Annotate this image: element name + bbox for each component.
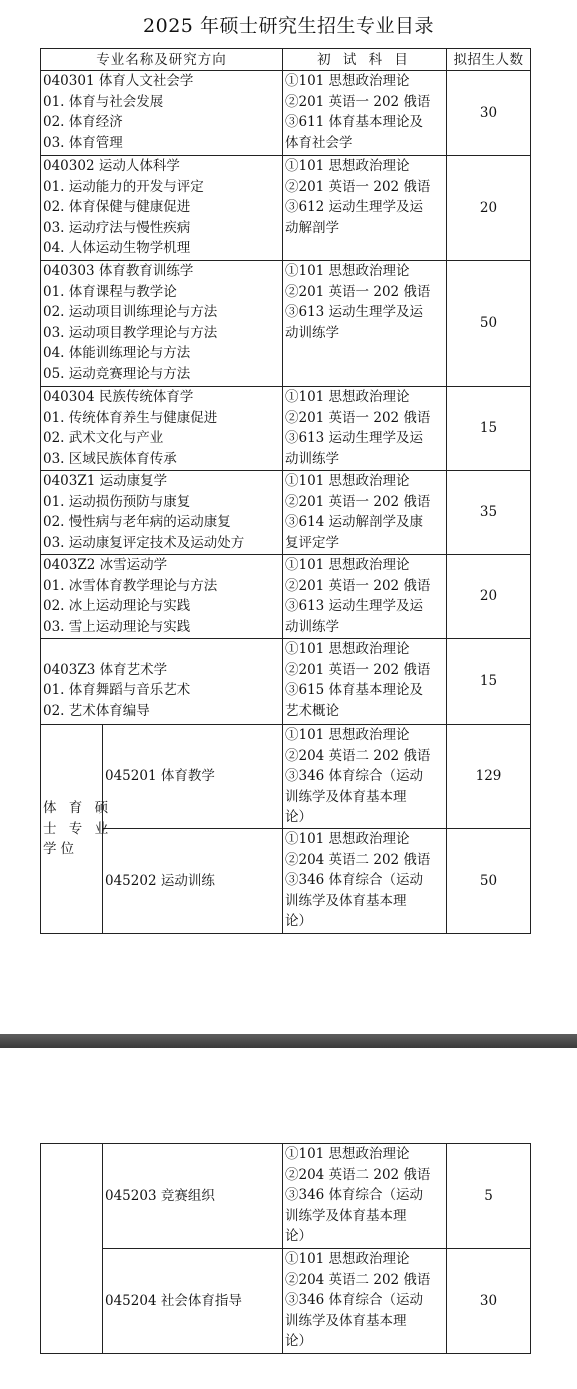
exam-subject: ③346 体育综合（运动 <box>285 1292 424 1308</box>
table-row <box>41 639 531 725</box>
header-quota: 拟招生人数 <box>447 49 531 71</box>
header-name: 专业名称及研究方向 <box>41 49 283 71</box>
exam-subject: ③615 体育基本理论及 <box>285 682 424 698</box>
research-direction: 02. 慢性病与老年病的运动康复 <box>43 514 231 530</box>
exam-subject: 动训练学 <box>285 324 339 341</box>
exam-subject: ①101 思想政治理论 <box>285 73 410 89</box>
quota-value: 50 <box>447 829 531 934</box>
exam-subjects-cell <box>283 261 447 387</box>
catalog-table-page-2 <box>40 1143 531 1354</box>
exam-subject: 体育社会学 <box>285 134 353 151</box>
exam-subject: 论） <box>285 1333 312 1349</box>
research-direction: 03. 雪上运动理论与实践 <box>43 618 191 635</box>
exam-subject: ②201 英语一 202 俄语 <box>285 577 431 594</box>
research-direction: 04. 体能训练理论与方法 <box>43 345 191 361</box>
research-direction: 02. 冰上运动理论与实践 <box>43 598 191 614</box>
program-cell <box>41 471 283 555</box>
research-direction: 05. 运动竞赛理论与方法 <box>43 365 191 382</box>
research-direction: 02. 体育保健与健康促进 <box>43 199 191 215</box>
degree-group-line: 学位 <box>43 841 78 858</box>
quota-value: 15 <box>447 387 531 471</box>
exam-subject: 训练学及体育基本理 <box>285 788 407 805</box>
research-direction: 01. 体育课程与教学论 <box>43 283 177 300</box>
quota-value: 20 <box>447 555 531 639</box>
exam-subject: ①101 思想政治理论 <box>285 158 410 174</box>
exam-subject: ①101 思想政治理论 <box>285 1251 410 1267</box>
exam-subject: ①101 思想政治理论 <box>285 727 410 743</box>
table-row <box>41 829 531 934</box>
exam-subject: 训练学及体育基本理 <box>285 1207 407 1224</box>
exam-subject: 训练学及体育基本理 <box>285 892 407 909</box>
quota-value: 129 <box>447 725 531 829</box>
exam-subject: ③346 体育综合（运动 <box>285 768 424 784</box>
program-cell <box>41 555 283 639</box>
page-title: 2025 年硕士研究生招生专业目录 <box>143 15 434 37</box>
exam-subject: 动训练学 <box>285 450 339 467</box>
program-cell <box>41 639 283 725</box>
exam-subjects-cell <box>283 725 447 829</box>
exam-subject: ③613 运动生理学及运 <box>285 430 424 446</box>
exam-subjects-cell <box>283 71 447 156</box>
exam-subject: ①101 思想政治理论 <box>285 263 410 279</box>
research-direction: 03. 运动项目教学理论与方法 <box>43 324 218 341</box>
program-cell <box>41 71 283 156</box>
exam-subject: 论） <box>285 913 312 929</box>
exam-subject: ②201 英语一 202 俄语 <box>285 409 431 426</box>
exam-subject: ②204 英语二 202 俄语 <box>285 1166 431 1183</box>
research-direction: 02. 体育经济 <box>43 114 123 130</box>
research-direction: 01. 传统体育养生与健康促进 <box>43 409 218 426</box>
exam-subject: ②201 英语一 202 俄语 <box>285 93 431 110</box>
exam-subject: ①101 思想政治理论 <box>285 557 410 573</box>
research-direction: 01. 体育与社会发展 <box>43 93 164 110</box>
exam-subjects-cell <box>283 1144 447 1249</box>
program-code-name: 040302 运动人体科学 <box>43 158 180 174</box>
exam-subject: ①101 思想政治理论 <box>285 641 410 657</box>
program-cell <box>41 156 283 261</box>
exam-subject: ②201 英语一 202 俄语 <box>285 283 431 300</box>
exam-subject: ②201 英语一 202 俄语 <box>285 178 431 195</box>
research-direction: 03. 区域民族体育传承 <box>43 450 177 467</box>
table-row <box>41 555 531 639</box>
program-code-name: 040303 体育教育训练学 <box>43 263 194 279</box>
quota-value: 15 <box>447 639 531 725</box>
exam-subject: ②204 英语二 202 俄语 <box>285 1271 431 1288</box>
exam-subject: ①101 思想政治理论 <box>285 389 410 405</box>
table-row <box>41 1144 531 1249</box>
degree-group-label <box>41 725 113 934</box>
research-direction: 03. 运动康复评定技术及运动处方 <box>43 534 245 551</box>
exam-subject: ①101 思想政治理论 <box>285 831 410 847</box>
research-direction: 02. 武术文化与产业 <box>43 430 164 446</box>
table-row <box>41 471 531 555</box>
program-code-name: 0403Z1 运动康复学 <box>43 473 168 489</box>
program-cell <box>41 387 283 471</box>
exam-subject: 论） <box>285 809 312 825</box>
exam-subjects-cell <box>283 471 447 555</box>
exam-subjects-cell <box>283 555 447 639</box>
quota-value: 5 <box>447 1144 531 1249</box>
degree-group-line: 士 专 业 <box>43 820 113 837</box>
program-cell <box>41 261 283 387</box>
table-row <box>41 156 531 261</box>
exam-subject: ③613 运动生理学及运 <box>285 304 424 320</box>
exam-subjects-cell <box>283 829 447 934</box>
header-exam: 初 试 科 目 <box>283 49 447 71</box>
exam-subject: ③346 体育综合（运动 <box>285 1187 424 1203</box>
research-direction: 01. 体育舞蹈与音乐艺术 <box>43 682 191 698</box>
program-code-name: 045203 竞赛组织 <box>103 1144 283 1249</box>
exam-subject: ③614 运动解剖学及康 <box>285 514 424 530</box>
research-direction: 04. 人体运动生物学机理 <box>43 240 191 256</box>
exam-subject: 复评定学 <box>285 534 339 551</box>
exam-subject: ③611 体育基本理论及 <box>285 114 424 130</box>
program-code-name: 040301 体育人文社会学 <box>43 73 194 89</box>
research-direction: 01. 运动损伤预防与康复 <box>43 493 191 510</box>
exam-subject: ③346 体育综合（运动 <box>285 872 424 888</box>
exam-subject: 动解剖学 <box>285 219 339 236</box>
page-divider <box>0 1034 577 1048</box>
exam-subject: 训练学及体育基本理 <box>285 1312 407 1329</box>
quota-value: 20 <box>447 156 531 261</box>
research-direction: 02. 艺术体育编导 <box>43 702 150 719</box>
degree-group-line: 体 育 硕 <box>43 800 113 817</box>
exam-subject: ②204 英语二 202 俄语 <box>285 851 431 868</box>
quota-value: 50 <box>447 261 531 387</box>
program-code-name: 0403Z3 体育艺术学 <box>43 661 168 678</box>
exam-subjects-cell <box>283 156 447 261</box>
program-code-name: 040304 民族传统体育学 <box>43 389 194 405</box>
exam-subject: ③612 运动生理学及运 <box>285 199 424 215</box>
exam-subject: ②204 英语二 202 俄语 <box>285 747 431 764</box>
spacer <box>43 639 280 660</box>
program-code-name: 0403Z2 冰雪运动学 <box>43 557 168 573</box>
exam-subject: ②201 英语一 202 俄语 <box>285 493 431 510</box>
program-code-name: 045204 社会体育指导 <box>103 1249 283 1354</box>
exam-subject: 动训练学 <box>285 618 339 635</box>
table-row <box>41 725 531 829</box>
program-code-name: 045202 运动训练 <box>103 829 283 934</box>
exam-subjects-cell <box>283 1249 447 1354</box>
research-direction: 02. 运动项目训练理论与方法 <box>43 304 218 320</box>
table-row <box>41 387 531 471</box>
table-row <box>41 261 531 387</box>
degree-group-continued <box>41 1144 103 1354</box>
table-header-row <box>41 49 531 71</box>
catalog-table-page-1 <box>40 48 531 934</box>
exam-subject: ①101 思想政治理论 <box>285 1146 410 1162</box>
research-direction: 03. 运动疗法与慢性疾病 <box>43 219 191 236</box>
exam-subject: ②201 英语一 202 俄语 <box>285 661 431 678</box>
exam-subjects-cell <box>283 387 447 471</box>
quota-value: 35 <box>447 471 531 555</box>
exam-subject: 论） <box>285 1228 312 1244</box>
exam-subject: ①101 思想政治理论 <box>285 473 410 489</box>
quota-value: 30 <box>447 1249 531 1354</box>
table-row <box>41 71 531 156</box>
exam-subjects-cell <box>283 639 447 725</box>
exam-subject: 艺术概论 <box>285 702 339 719</box>
exam-subject: ③613 运动生理学及运 <box>285 598 424 614</box>
program-code-name: 045201 体育教学 <box>103 725 283 829</box>
table-row <box>41 1249 531 1354</box>
research-direction: 01. 冰雪体育教学理论与方法 <box>43 577 218 594</box>
research-direction: 01. 运动能力的开发与评定 <box>43 178 204 195</box>
quota-value: 30 <box>447 71 531 156</box>
research-direction: 03. 体育管理 <box>43 134 123 151</box>
